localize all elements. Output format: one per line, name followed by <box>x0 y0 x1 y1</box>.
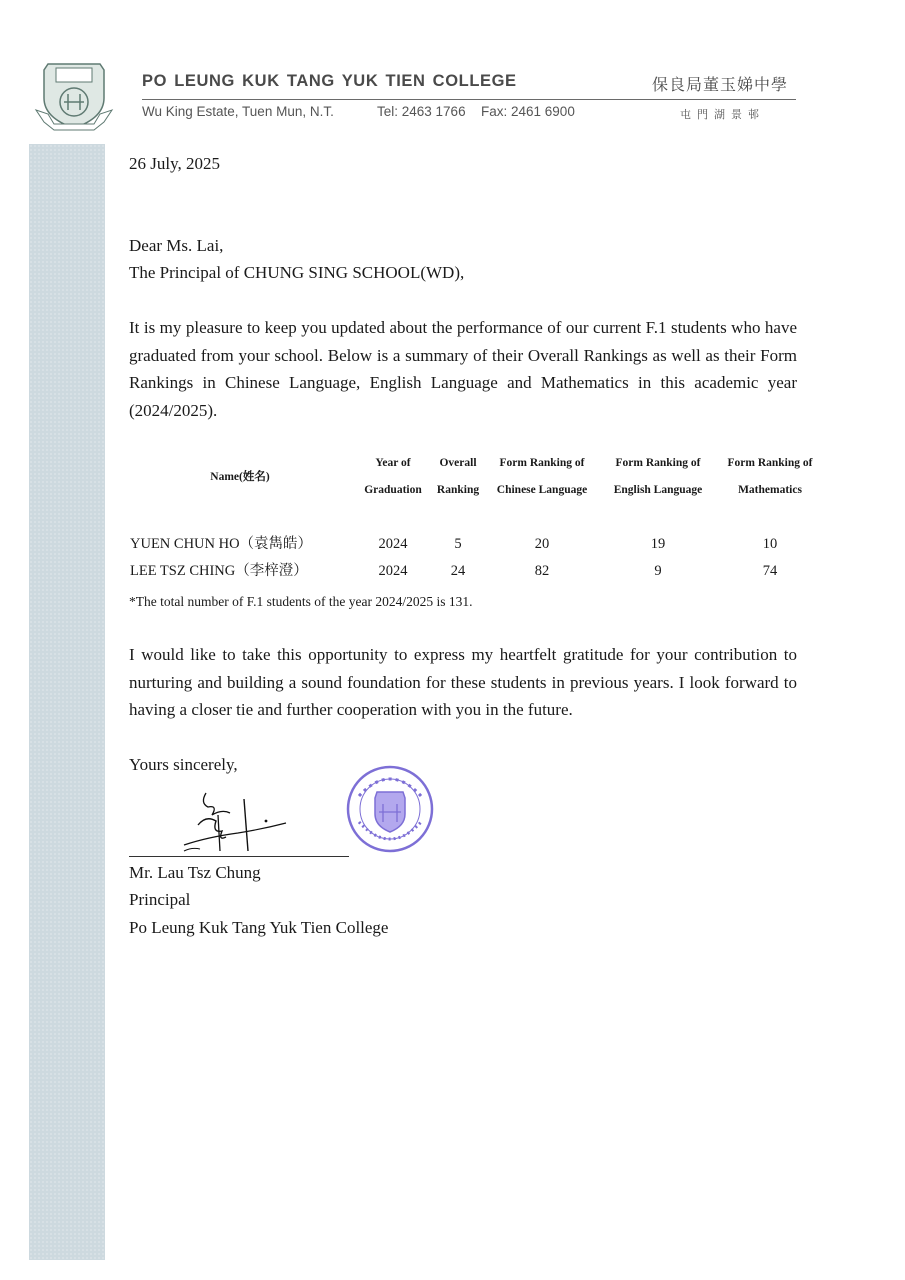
cell-overall: 5 <box>454 536 462 552</box>
cell-year: 2024 <box>378 536 408 552</box>
school-address-en: Wu King Estate, Tuen Mun, N.T. <box>142 104 334 119</box>
handwritten-signature <box>178 785 293 857</box>
header-overall-line-1: Overall <box>439 457 477 469</box>
cell-name: YUEN CHUN HO（袁雋皓） <box>130 536 313 552</box>
header-chinese-ranking <box>490 450 594 504</box>
cell-name: LEE TSZ CHING（李梓澄） <box>130 563 308 579</box>
header-divider <box>142 99 796 100</box>
school-fax: Fax: 2461 6900 <box>481 104 575 119</box>
school-telephone: Tel: 2463 1766 <box>377 104 466 119</box>
signatory-title: Principal <box>129 890 191 909</box>
letter-date: 26 July, 2025 <box>129 154 220 173</box>
header-math-line-2: Mathematics <box>738 484 802 496</box>
signatory-school: Po Leung Kuk Tang Yuk Tien College <box>129 918 389 937</box>
cell-english: 9 <box>654 563 662 579</box>
header-english-line-2: English Language <box>613 484 703 496</box>
header-chinese-line-2: Chinese Language <box>496 484 588 496</box>
closing: Yours sincerely, <box>129 755 238 774</box>
decorative-side-strip <box>29 144 105 1260</box>
cell-math: 10 <box>762 536 778 552</box>
school-seal-stamp <box>345 764 435 854</box>
salutation: Dear Ms. Lai, <box>129 236 224 255</box>
school-name-zh: 保良局董玉娣中學 <box>652 75 789 94</box>
table-row <box>0 531 905 558</box>
header-english-ranking <box>604 450 712 504</box>
cell-chinese: 20 <box>534 536 550 552</box>
signature-line <box>129 856 349 857</box>
header-math-line-1: Form Ranking of <box>727 457 813 469</box>
cell-year: 2024 <box>378 563 408 579</box>
recipient-line: The Principal of CHUNG SING SCHOOL(WD), <box>129 263 465 282</box>
header-year-of-graduation <box>360 450 426 504</box>
header-overall-ranking <box>432 450 484 504</box>
school-name-en: PO LEUNG KUK TANG YUK TIEN COLLEGE <box>142 72 517 90</box>
header-year-line-2: Graduation <box>364 484 422 496</box>
cell-chinese: 82 <box>534 563 550 579</box>
cell-math: 74 <box>762 563 778 579</box>
signatory-name: Mr. Lau Tsz Chung <box>129 863 261 882</box>
cell-overall: 24 <box>450 563 466 579</box>
school-address-zh: 屯門湖景邨 <box>680 108 765 121</box>
header-math-ranking <box>720 450 820 504</box>
header-english-line-1: Form Ranking of <box>615 457 701 469</box>
header-chinese-line-1: Form Ranking of <box>499 457 585 469</box>
header-name: Name(姓名) <box>210 471 270 483</box>
table-footnote: *The total number of F.1 students of the year 2024/2025 is 131. <box>129 594 473 609</box>
school-crest-logo <box>34 58 114 136</box>
header-overall-line-2: Ranking <box>436 484 480 496</box>
table-row <box>0 558 905 585</box>
header-year-line-1: Year of <box>375 457 411 469</box>
body-paragraph-2: I would like to take this opportunity to express my heartfelt gratitude for your contribution to nurturing and building a sound foundation for these students in previous years. I look forward to having a closer tie and further cooperation with you in the future. <box>129 645 797 719</box>
body-paragraph-1: It is my pleasure to keep you updated about the performance of our current F.1 students who have graduated from your school. Below is a summary of their Overall Rankings as well as their Form Rankings in Chinese Language, English Language and Mathematics in this academic year (2024/2025). <box>129 318 797 420</box>
cell-english: 19 <box>650 536 666 552</box>
